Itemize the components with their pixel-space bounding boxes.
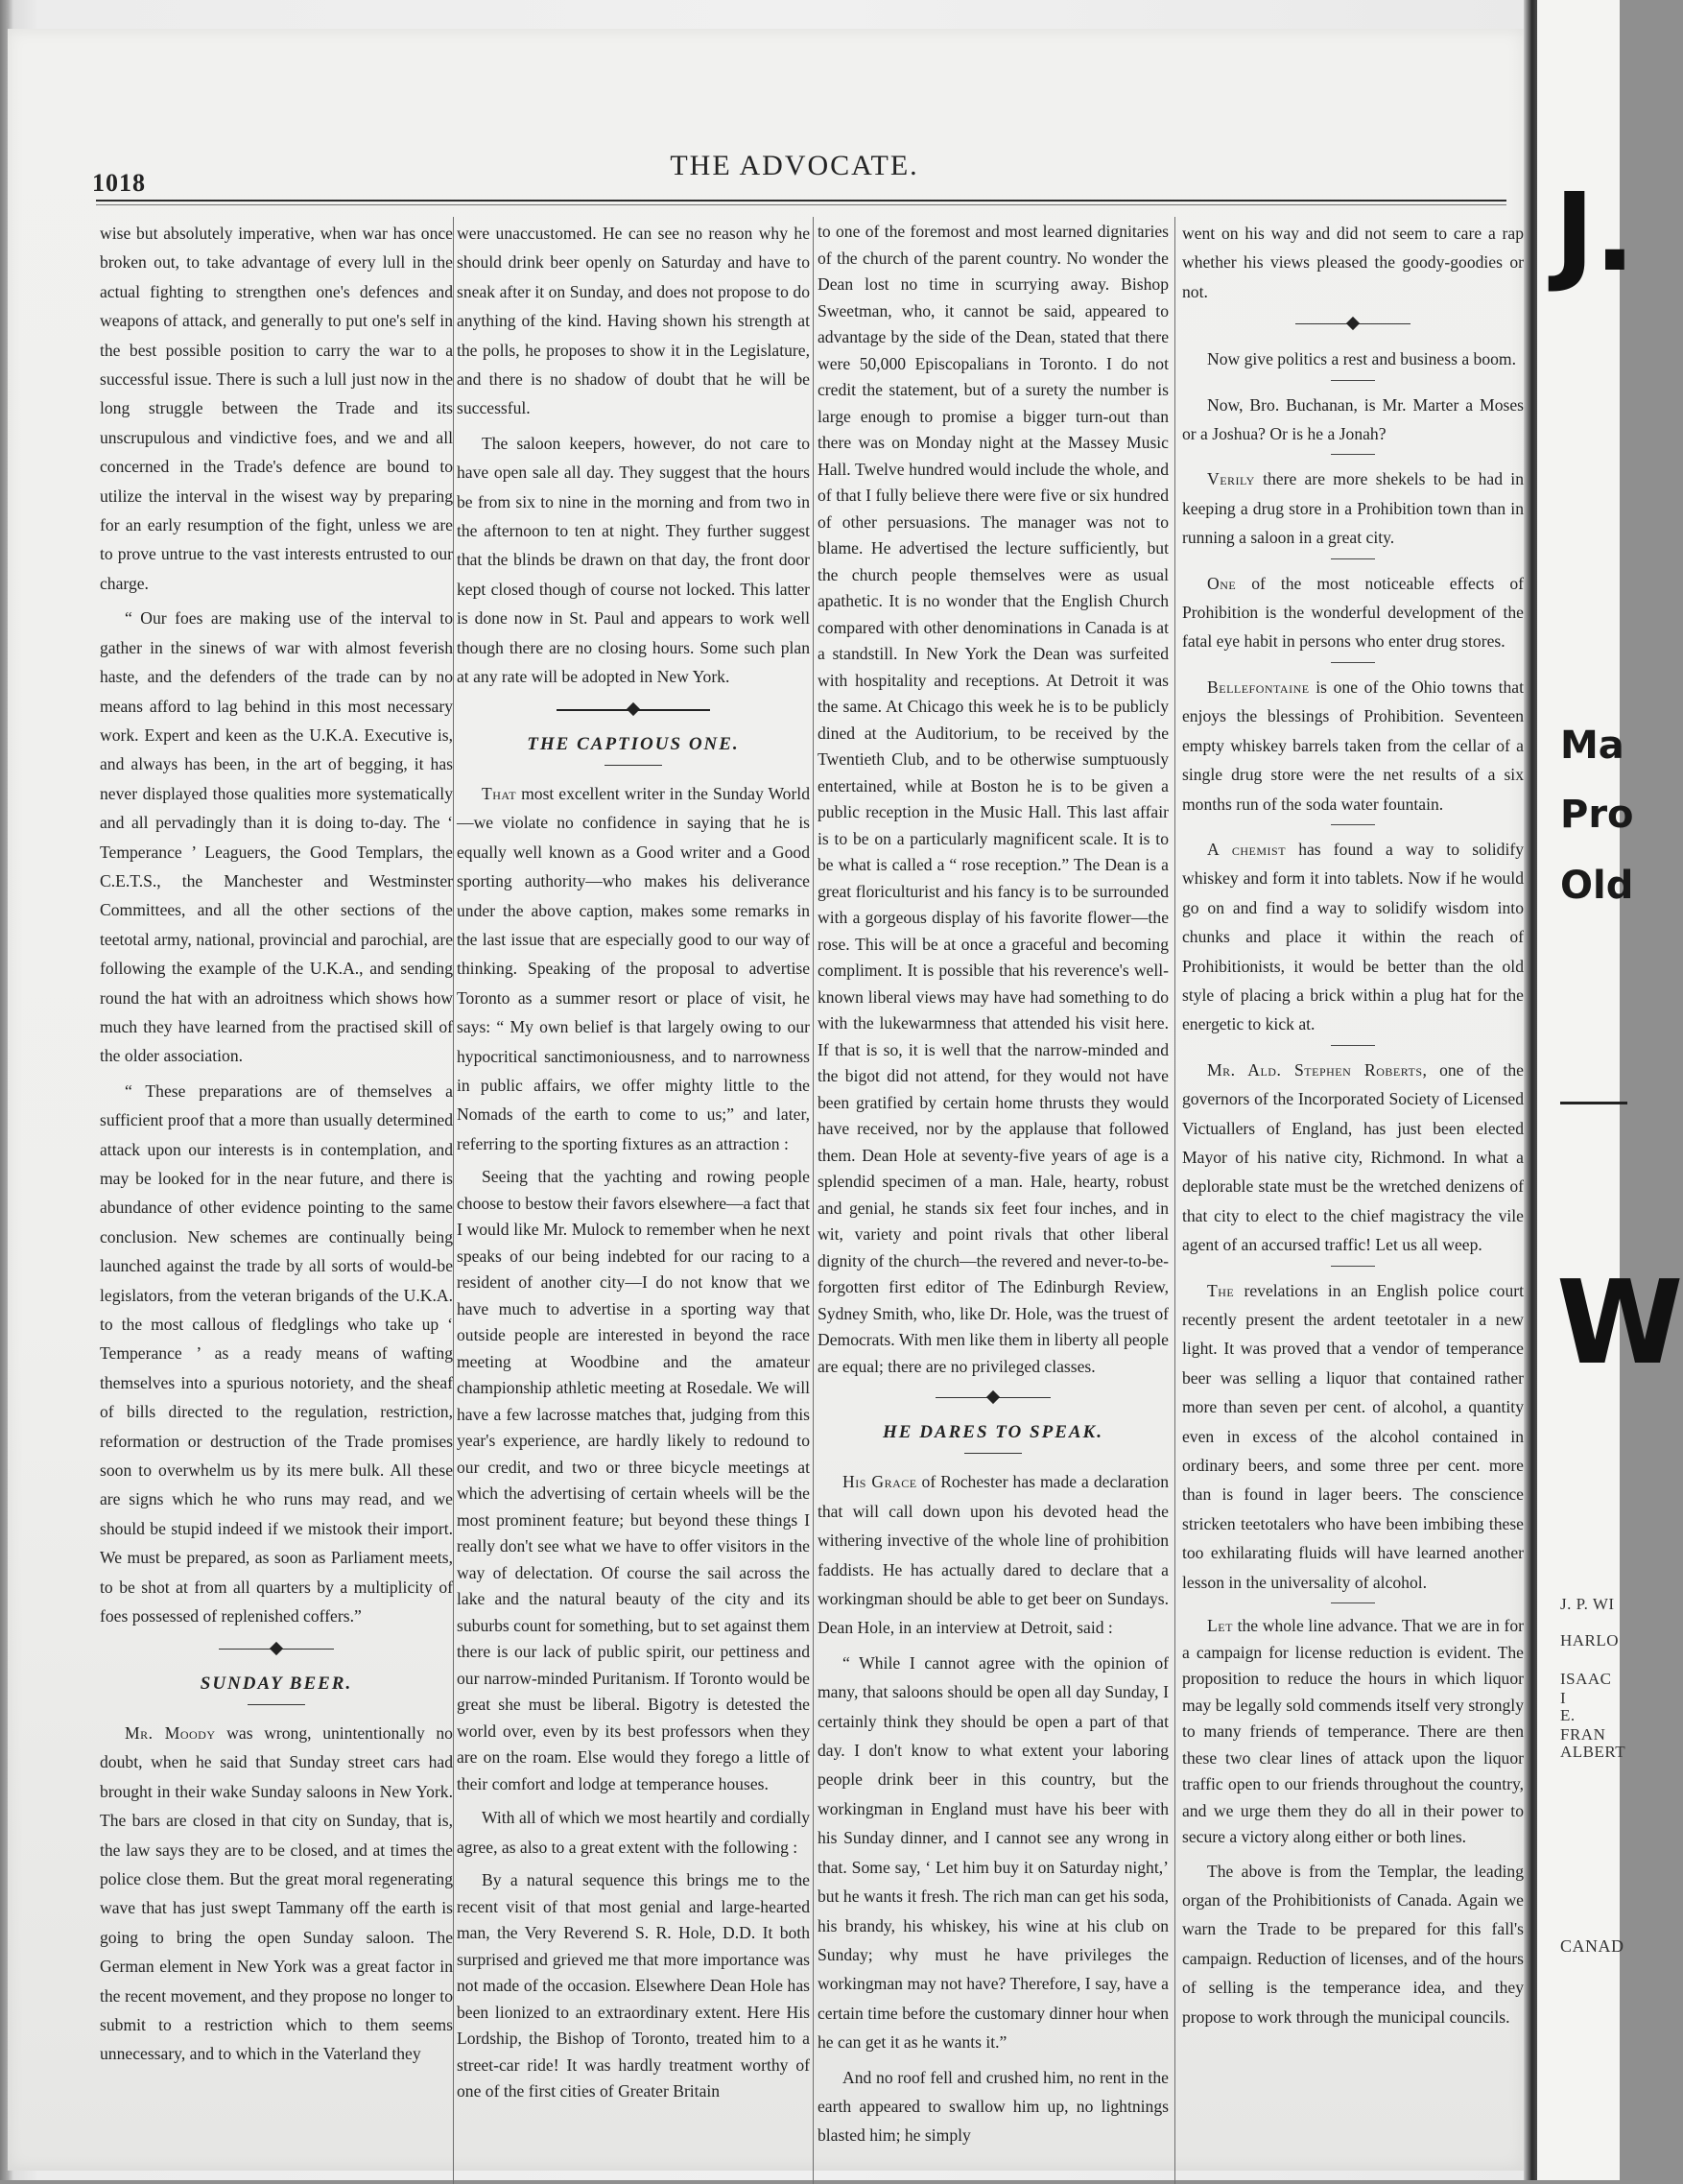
paragraph xyxy=(818,1467,1169,1642)
paragraph-text: were unaccustomed. He can see no reason why he should drink beer openly on Saturday and have to sneak after it on Sunday, and does not propose to do anything of the kind. Having shown his strength at the polls, he proposes to show it in the Legislature, and there is no shadow of doubt that he will be successful. xyxy=(457,224,810,418)
paragraph xyxy=(818,1649,1169,2057)
column-4 xyxy=(1182,219,1524,2176)
paragraph-text: “ Our foes are making use of the interval to gather in the sinews of war with almost feverish haste, and the defenders of the trade can by no means afford to lag behind in this most necessary work. Expert and keen as the U.K.A. Executive is, and always has been, in the art of begging, it has never displayed those qualities more systematically and all pervadingly than it is doing to-day. The ‘ Temperance ’ Leaguers, the Good Templars, the C.E.T.S., the Manchester and Westminster Committees, and all the other sections of the teetotal army, national, provincial and parochial, are following the example of the U.K.A., and sending round the hat with an adroitness which shows how much they have learned from the practised skill of the older association. xyxy=(100,608,453,1066)
item-separator xyxy=(1331,558,1375,559)
paragraph-lead-words: Bellefontaine xyxy=(1207,677,1310,697)
header-rule-thin xyxy=(96,204,1506,205)
column-2 xyxy=(457,219,810,2176)
paragraph-text: has found a way to solidify whiskey and form it into tablets. Now if he would go on and find a way to solidify wisdom into chunks and place it within the reach of Prohibitionists, it would be better than the old style of placing a brick within a plug hat for the energetic to kick at. xyxy=(1182,839,1524,1034)
section-title: SUNDAY BEER. xyxy=(200,1673,353,1694)
paragraph-text: was wrong, unintentionally no doubt, when he said that Sunday street cars had brought in their wake Sunday saloons in New York. The bars are closed in that city on Sunday, that is, the law says they are to be closed, and at times the police close them. But the great moral regenerating wave that has just swept Tammany off the earth is going to bring the open Sunday saloon. The German element in New York was a great factor in the recent movement, and they propose no longer to submit to a restriction which to them seems unnecessary, and to which in the Vaterland they xyxy=(100,1722,453,2064)
paragraph-text: revelations in an English police court recently present the ardent teetotaler in a new light. It was proved that a vendor of temperance beer was selling a liquor that contained rather more than seven per cent. of alcohol, a quantity even in excess of the alcohol contained in ordinary beers, and some three per cent. more than is found in lager beers. The conscience stricken teetotalers who have been imbibing these too exhilarating fluids will have learned another lesson in the universality of alcohol. xyxy=(1182,1280,1524,1592)
adjacent-page-fragment xyxy=(1537,0,1683,2180)
masthead: THE ADVOCATE. xyxy=(670,150,919,181)
paragraph-text: The saloon keepers, however, do not care to have open sale all day. They suggest that the hours be from six to nine in the morning and from two in the afternoon to ten at night. They further suggest that the blinds be drawn on that day, the front door kept closed though of course not locked. This latter is done now in St. Paul and appears to work well though there are no closing hours. Some such plan at any rate will be adopted in New York. xyxy=(457,433,810,687)
item-separator xyxy=(1331,454,1375,455)
item-separator xyxy=(1331,1045,1375,1046)
paragraph-lead-words: Mr. Ald. Stephen Roberts xyxy=(1207,1059,1423,1080)
title-underline xyxy=(604,765,662,766)
item-separator xyxy=(1331,1602,1375,1603)
paragraph-lead-words: One xyxy=(1207,573,1237,593)
paragraph-text: of Rochester has made a declaration that will call down upon his devoted head the withering invective of the whole line of prohibition faddists. He has actually dared to declare that a workingman should be able to get beer on Sundays. Dean Hole, in an interview at Detroit, said : xyxy=(818,1472,1169,1638)
adjacent-name: ALBERT xyxy=(1560,1743,1626,1761)
column-divider xyxy=(813,217,814,2184)
paragraph xyxy=(100,604,453,1071)
paragraph xyxy=(1182,464,1524,552)
paragraph-text: most excellent writer in the Sunday World—we violate no confidence in saying that he is equally well known as a Good writer and a Good sporting authority—who makes his deliverance under the above caption, makes some remarks in the last issue that are especially good to our way of thinking. Speaking of the proposal to advertise Toronto as a summer resort or place of visit, he says: “ My own belief is that largely owing to our hypocritical sanctimoniousness, and to narrowness in public affairs, we offer mighty little to the Nomads of the earth to come to us;” and later, referring to the sporting fixtures as an attraction : xyxy=(457,783,810,1153)
paragraph-text: Seeing that the yachting and rowing people choose to bestow their favors elsewhere—a fact that I would like Mr. Mulock to remember when he next speaks of our being indebted for our racing to a resident of another city—I do not know that we have much to advertise in a sporting way that outside people are interested in beyond the race meeting at Woodbine and the amateur championship athletic meeting at Rosedale. We will have a few lacrosse matches that, judging from this year's experience, are hardly likely to redound to our credit, and two or three bicycle meetings at which the advertising of certain wheels will be the most prominent feature; but beyond these things I really don't see what we have to offer visitors in the way of delectation. Of course the sail across the lake and the natural beauty of the city and its suburbs count for something, but to set against them there is our lack of public spirit, our pettiness and our narrow-minded Puritanism. If Toronto would be great she must be liberal. Bigotry is detested the world over, even by its best professors when they are on the roam. Else would they forego a little of their comfort and lodge at temperance houses. xyxy=(457,1167,810,1793)
paragraph-text: Now give politics a rest and business a boom. xyxy=(1207,349,1517,369)
column-divider xyxy=(453,217,454,2184)
paragraph xyxy=(1182,344,1524,373)
paragraph-text: And no roof fell and crushed him, no rent in the earth appeared to swallow him up, no lightnings blasted him; he simply xyxy=(818,2067,1169,2146)
adjacent-name: HARLO xyxy=(1560,1631,1620,1650)
adjacent-name: ISAAC I xyxy=(1560,1670,1612,1707)
newspaper-page xyxy=(8,29,1524,2171)
paragraph-text: “ These preparations are of themselves a sufficient proof that a more than usually determined attack upon our interests is in contemplation, and may be looked for in the near future, and there is abundance of other evidence pointing to the same conclusion. New schemes are continually being launched against the trade by all sorts of would-be legislators, from the veteran brigands of the U.K.A. to the most callous of fledglings who take up ‘ Temperance ’ as a ready means of wafting themselves into a spurious notoriety, and the sheaf of bills directed to the regulation, restriction, reformation or destruction of the Trade promises soon to overwhelm us by its mere bulk. All these are signs which he who runs may read, and we should be stupid indeed if we mistook their import. We must be prepared, as soon as Parliament meets, to be shot at from all quarters by a multiplicity of foes possessed of replenished coffers.” xyxy=(100,1080,453,1626)
ornament-diamond-icon xyxy=(627,701,640,715)
adjacent-line: Ma xyxy=(1560,724,1624,768)
adjacent-line: Pro xyxy=(1560,793,1634,837)
item-separator xyxy=(1331,380,1375,381)
adjacent-footer: CANAD xyxy=(1560,1936,1624,1956)
paragraph xyxy=(1182,1857,1524,2031)
paragraph xyxy=(457,779,810,1158)
paragraph-text: the whole line advance. That we are in for a campaign for license reduction is evident. The proposition to reduce the hours in which liquor may be legally sold commends itself very strongly to many friends of temperance. There are then these two clear lines of attack upon the liquor traffic open to our friends throughout the country, and we urge them they do all in their power to secure a victory along either or both lines. xyxy=(1182,1616,1524,1847)
paragraph xyxy=(1182,1613,1524,1851)
paragraph-text: “ While I cannot agree with the opinion of many, that saloons should be open all day Sunday, I certainly think they should be open a part of that day. I don't know to what extent your laboring people drink beer in this country, but the workingman in England must have his beer with his Sunday dinner, and I cannot see any wrong in that. Some say, ‘ Let him buy it on Saturday night,’ but he wants it fresh. The rich man can get his soda, his brandy, his whiskey, his wine at his club on Sunday; why must he have privileges the workingman may not have? Therefore, I say, have a certain time before the customary dinner hour when he can get it as he wants it.” xyxy=(818,1652,1169,2053)
adjacent-name: E. FRAN xyxy=(1560,1706,1606,1744)
section-ornament xyxy=(457,700,810,721)
section-ornament xyxy=(100,1639,453,1660)
paragraph xyxy=(1182,1276,1524,1597)
paragraph xyxy=(100,219,453,598)
paragraph-lead-words: His Grace xyxy=(842,1472,917,1492)
paragraph-text: wise but absolutely imperative, when war has once broken out, to take advantage of every lull in the actual fighting to strengthen one's defences and weapons of attack, and generally to put one's self in the best possible position to carry the war to a successful issue. There is such a lull just now in the long struggle between the Trade and its unscrupulous and vindictive foes, and we and all concerned in the Trade's defence are bound to utilize the interval in the wisest way by preparing for an early resumption of the fight, unless we are to prove untrue to the vast interests entrusted to our charge. xyxy=(100,224,453,593)
paragraph xyxy=(100,1077,453,1631)
paragraph-text: there are more shekels to be had in keeping a drug store in a Prohibition town than in running a saloon in a great city. xyxy=(1182,469,1524,548)
adjacent-big-letter: W xyxy=(1556,1257,1683,1390)
column-3 xyxy=(818,219,1169,2176)
paragraph-text: is one of the Ohio towns that enjoys the blessings of Prohibition. Seventeen empty whiskey barrels taken from the cellar of a single drug store were the net results of a six months run of the soda water fountain. xyxy=(1182,677,1524,814)
page-number: 1018 xyxy=(92,169,146,197)
header-rule xyxy=(96,200,1506,202)
paragraph xyxy=(457,1164,810,1797)
paragraph xyxy=(1182,569,1524,656)
section-ornament xyxy=(818,1388,1169,1409)
adjacent-rule xyxy=(1560,1102,1627,1104)
title-underline xyxy=(964,1453,1022,1454)
paragraph-text: With all of which we most heartily and cordially agree, as also to a great extent with the following : xyxy=(457,1808,810,1857)
paragraph xyxy=(818,2063,1169,2150)
paragraph-lead-words: That xyxy=(482,783,517,803)
paragraph xyxy=(457,429,810,692)
column-1 xyxy=(100,219,453,2176)
ornament-diamond-icon xyxy=(1346,317,1360,330)
paragraph xyxy=(1182,219,1524,306)
adjacent-line: Old xyxy=(1560,864,1634,908)
section-title: THE CAPTIOUS ONE. xyxy=(527,733,740,754)
paragraph xyxy=(1182,1056,1524,1260)
paragraph xyxy=(818,219,1169,1380)
paragraph xyxy=(457,1867,810,2105)
adjacent-name: J. P. WI xyxy=(1560,1595,1615,1613)
column-divider xyxy=(1174,217,1175,2184)
item-separator xyxy=(1331,662,1375,663)
ornament-diamond-icon xyxy=(270,1641,283,1654)
paragraph xyxy=(457,219,810,423)
binding-gutter xyxy=(1524,0,1537,2180)
paragraph-lead-words: The xyxy=(1207,1280,1235,1300)
paragraph-text: went on his way and did not seem to care a rap whether his views pleased the goody-goodies or not. xyxy=(1182,224,1524,301)
section-ornament xyxy=(1182,314,1524,335)
paragraph xyxy=(1182,391,1524,449)
paragraph xyxy=(100,1719,453,2069)
paragraph-text: The above is from the Templar, the leading organ of the Prohibitionists of Canada. Again we warn the Trade to be prepared for this fall's campaign. Reduction of licenses, and of the hours of selling is the temperance idea, and they propose to work through the municipal councils. xyxy=(1182,1861,1524,2027)
item-separator xyxy=(1331,824,1375,825)
paragraph-lead-words: A chemist xyxy=(1207,839,1287,859)
paragraph xyxy=(1182,835,1524,1039)
paragraph-text: to one of the foremost and most learned dignitaries of the church of the parent country. No wonder the Dean lost no time in scurrying away. Bishop Sweetman, who, it cannot be said, appeared to advantage by the side of the Dean, stated that there were 50,000 Episcopalians in Toronto. I do not credit the statement, but of a surety the number is large enough to promise a bigger turn-out than there was on Monday night at the Massey Music Hall. Twelve hundred would include the whole, and of that I fully believe there were five or six hundred of other persuasions. The manager was not to blame. He advertised the lecture sufficiently, but the church people themselves were as usual apathetic. It is no wonder that the English Church compared with other denominations in Canada is at a standstill. In New York the Dean was surfeited with hospitality and receptions. At Detroit it was the same. At Chicago this week he is to be publicly dined at the Auditorium, to be received by the Twentieth Club, and to be otherwise sumptuously entertained, while at Boston he is to be given a public reception in the Music Hall. This last affair is to be on a particularly magnificent scale. It is to be what is called a “ rose reception.” The Dean is a great floriculturist and his fancy is to be surrounded with a gorgeous display of his favorite flower—the rose. This will be at once a graceful and becoming compliment. It is possible that his reverence's well-known liberal views may have had something to do with the lukewarmness that attended his visit here. If that is so, it is well that the narrow-minded and the bigot did not attend, for they would not have been gratified by certain home thrusts they would have received, nor by the applause that followed them. Dean Hole at seventy-five years of age is a splendid specimen of a man. Hale, hearty, robust and genial, he stands six feet four inches, and in wit, variety and point rivals that other liberal dignity of the church—the revered and never-to-be-forgotten first editor of The Edinburgh Review, Sydney Smith, who, like Dr. Hole, was the truest of Democrats. With men like them in liberty all people are equal; there are no privileged classes. xyxy=(818,222,1169,1376)
paragraph xyxy=(1182,673,1524,819)
paragraph-text: , one of the governors of the Incorporated Society of Licensed Victuallers of England, has just been elected Mayor of his native city, Richmond. In what a deplorable state must be the wretched denizens of that city to elect to the chief magistracy the vile agent of an accursed traffic! Let us all weep. xyxy=(1182,1059,1524,1255)
paragraph-text: of the most noticeable effects of Prohibition is the wonderful development of the fatal eye habit in persons who enter drug stores. xyxy=(1182,573,1524,652)
adjacent-big-letter: J. xyxy=(1554,171,1636,296)
paragraph-lead-words: Let xyxy=(1207,1616,1233,1636)
title-underline xyxy=(248,1704,305,1705)
paragraph-text: Now, Bro. Buchanan, is Mr. Marter a Moses or a Joshua? Or is he a Jonah? xyxy=(1182,394,1524,444)
section-title: HE DARES TO SPEAK. xyxy=(883,1422,1103,1442)
ornament-diamond-icon xyxy=(986,1390,1000,1404)
item-separator xyxy=(1331,1266,1375,1267)
paragraph-lead-words: Verily xyxy=(1207,469,1255,489)
paragraph xyxy=(457,1803,810,1862)
paragraph-lead-words: Mr. Moody xyxy=(125,1722,216,1743)
paragraph-text: By a natural sequence this brings me to the recent visit of that most genial and large-hearted man, the Very Reverend S. R. Hole, D.D. It both surprised and grieved me that more importance was not made of the occasion. Elsewhere Dean Hole has been lionized to an extraordinary extent. Here His Lordship, the Bishop of Toronto, treated him to a street-car ride! It was hardly treatment worthy of one of the first cities of Greater Britain xyxy=(457,1870,810,2101)
